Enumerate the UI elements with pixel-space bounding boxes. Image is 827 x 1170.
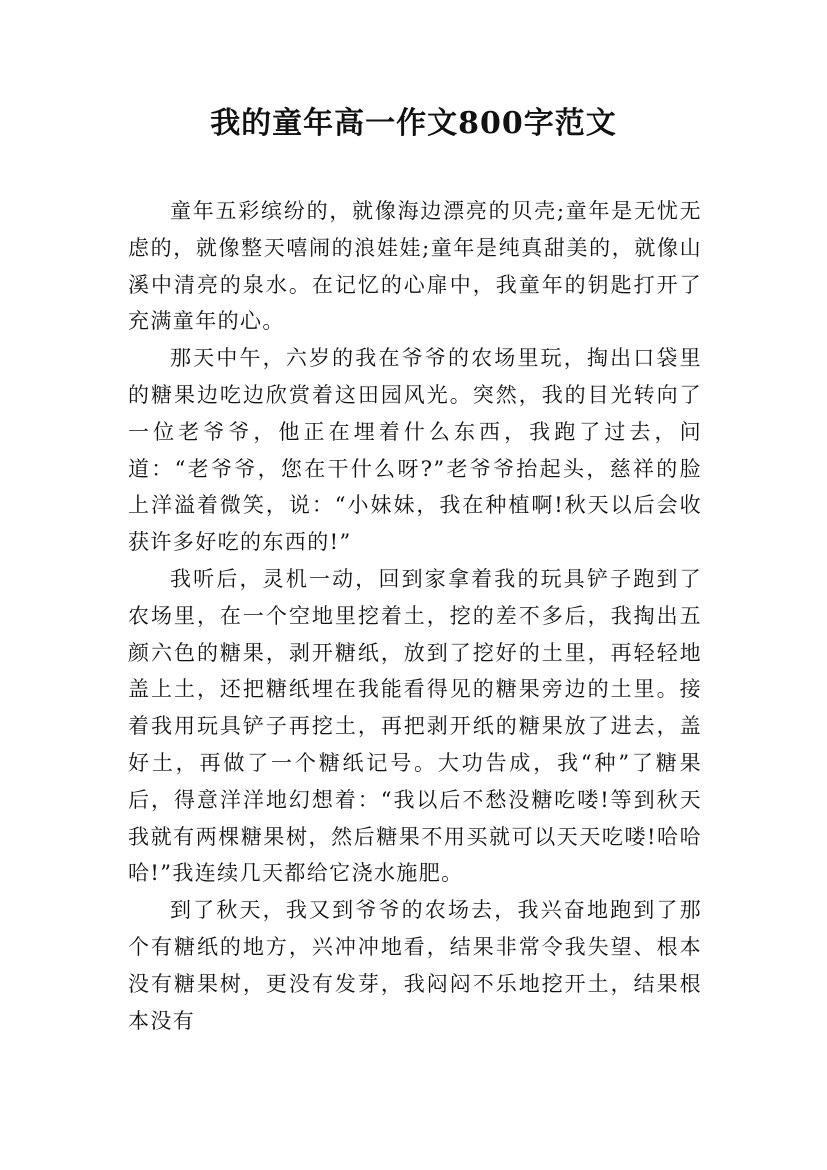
paragraph: 那天中午，六岁的我在爷爷的农场里玩，掏出口袋里的糖果边吃边欣赏着这田园风光。突然，我的目光转向了一位老爷爷，他正在埋着什么东西，我跑了过去，问道：“老爷爷，您在干什么呀?”老爷爷抬起头，慈祥的脸上洋溢着微笑，说：“小妹妹，我在种植啊!秋天以后会收获许多好吃的东西的!”: [128, 346, 702, 555]
essay-body: [128, 193, 702, 1039]
paragraph: 到了秋天，我又到爷爷的农场去，我兴奋地跑到了那个有糖纸的地方，兴冲冲地看，结果非常令我失望、根本没有糖果树，更没有发芽，我闷闷不乐地挖开土，结果根本没有: [128, 898, 702, 1033]
page-title: 我的童年高一作文800字范文: [210, 106, 617, 141]
paragraph: 我听后，灵机一动，回到家拿着我的玩具铲子跑到了农场里，在一个空地里挖着土，挖的差不多后，我掏出五颜六色的糖果，剥开糖纸，放到了挖好的土里，再轻轻地盖上土，还把糖纸埋在我能看得见的糖果旁边的土里。接着我用玩具铲子再挖土，再把剥开纸的糖果放了进去，盖好土，再做了一个糖纸记号。大功告成，我“种”了糖果后，得意洋洋地幻想着：“我以后不愁没糖吃喽!等到秋天我就有两棵糖果树，然后糖果不用买就可以天天吃喽!哈哈哈!”我连续几天都给它浇水施肥。: [128, 566, 702, 886]
paragraph: 童年五彩缤纷的，就像海边漂亮的贝壳;童年是无忧无虑的，就像整天嘻闹的浪娃娃;童年是纯真甜美的，就像山溪中清亮的泉水。在记忆的心扉中，我童年的钥匙打开了充满童年的心。: [128, 199, 702, 334]
